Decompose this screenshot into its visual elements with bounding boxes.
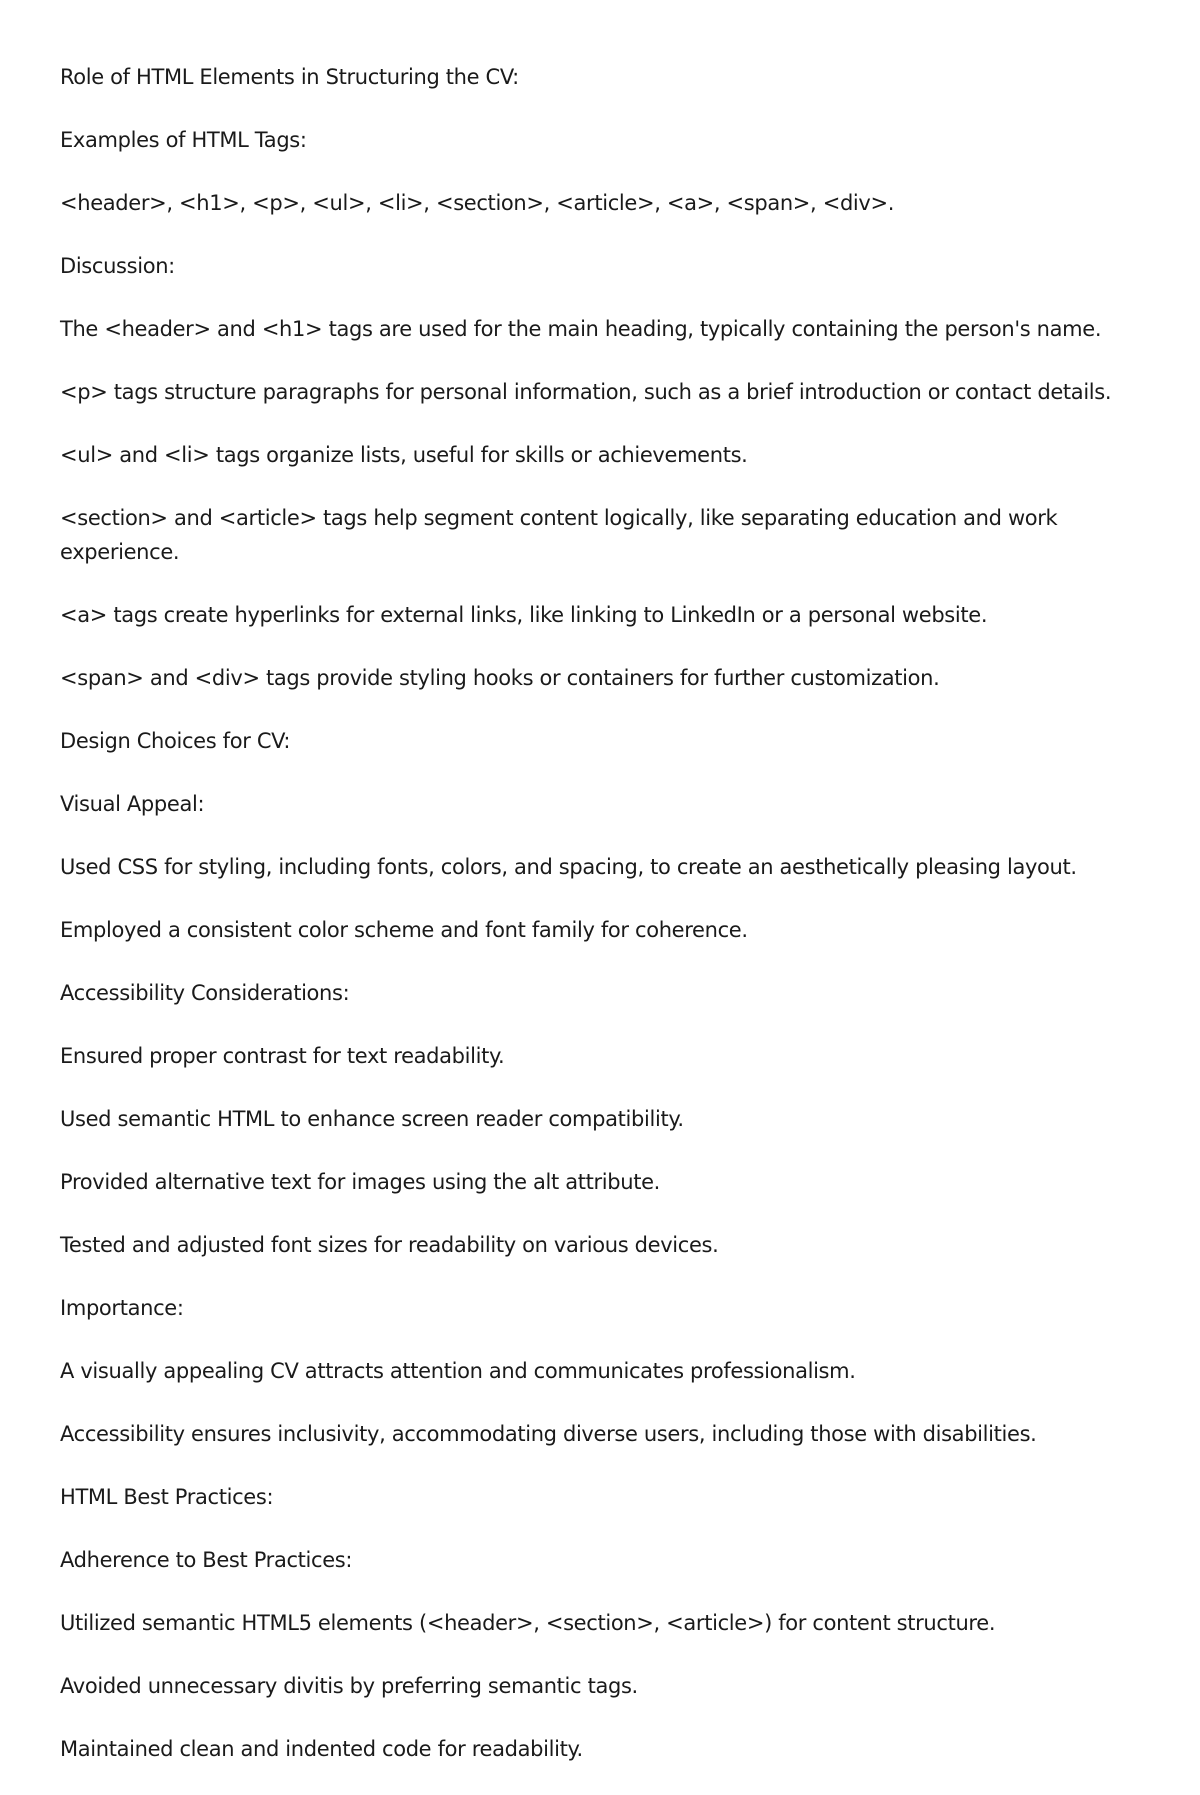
heading-examples-of-html-tags: Examples of HTML Tags:	[60, 128, 307, 152]
paragraph-semantic-html: Used semantic HTML to enhance screen reader compatibility.	[60, 1107, 684, 1131]
paragraph-span-div: <span> and <div> tags provide styling hooks or containers for further customization.	[60, 666, 940, 690]
paragraph-a-tags: <a> tags create hyperlinks for external links, like linking to LinkedIn or a personal website.	[60, 603, 988, 627]
paragraph-alt-text: Provided alternative text for images using the alt attribute.	[60, 1170, 660, 1194]
paragraph-color-scheme: Employed a consistent color scheme and font family for coherence.	[60, 918, 748, 942]
paragraph-css-styling: Used CSS for styling, including fonts, colors, and spacing, to create an aesthetically pleasing layout.	[60, 855, 1077, 879]
document-page	[60, 60, 1120, 1795]
paragraph-font-sizes: Tested and adjusted font sizes for readability on various devices.	[60, 1233, 719, 1257]
heading-visual-appeal: Visual Appeal:	[60, 792, 205, 816]
paragraph-ul-li: <ul> and <li> tags organize lists, useful for skills or achievements.	[60, 443, 748, 467]
paragraph-contrast: Ensured proper contrast for text readability.	[60, 1044, 505, 1068]
paragraph-divitis: Avoided unnecessary divitis by preferring semantic tags.	[60, 1674, 638, 1698]
paragraph-visually-appealing: A visually appealing CV attracts attention and communicates professionalism.	[60, 1359, 856, 1383]
paragraph-inclusivity: Accessibility ensures inclusivity, accommodating diverse users, including those with disabilities.	[60, 1422, 1037, 1446]
heading-adherence: Adherence to Best Practices:	[60, 1548, 353, 1572]
heading-importance: Importance:	[60, 1296, 184, 1320]
paragraph-p-tags: <p> tags structure paragraphs for personal information, such as a brief introduction or contact details.	[60, 380, 1112, 404]
paragraph-clean-code: Maintained clean and indented code for readability.	[60, 1737, 583, 1761]
paragraph-header-h1: The <header> and <h1> tags are used for the main heading, typically containing the person's name.	[60, 317, 1102, 341]
paragraph-html5-elements: Utilized semantic HTML5 elements (<header>, <section>, <article>) for content structure.	[60, 1611, 996, 1635]
heading-design-choices: Design Choices for CV:	[60, 729, 291, 753]
heading-role-of-html-elements: Role of HTML Elements in Structuring the CV:	[60, 65, 519, 89]
paragraph-section-article: <section> and <article> tags help segment content logically, like separating education and work experience.	[60, 506, 1058, 564]
heading-html-best-practices: HTML Best Practices:	[60, 1485, 274, 1509]
paragraph-tag-list: <header>, <h1>, <p>, <ul>, <li>, <section>, <article>, <a>, <span>, <div>.	[60, 191, 895, 215]
heading-discussion: Discussion:	[60, 254, 175, 278]
heading-accessibility-considerations: Accessibility Considerations:	[60, 981, 350, 1005]
